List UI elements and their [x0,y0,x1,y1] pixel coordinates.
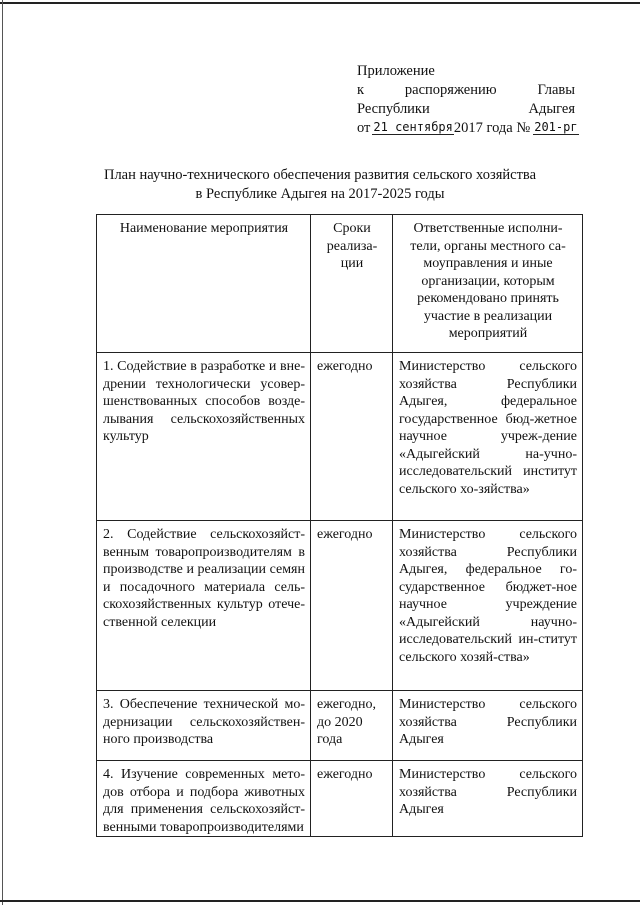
date-prefix: от [357,120,371,136]
decree-date-field: 21 сентября [373,120,453,134]
term-cell: ежегодно [311,761,393,837]
document-title [80,166,560,204]
table-row [97,353,583,521]
table-header-row [97,215,583,353]
appendix-word: Республики [357,101,430,117]
activity-cell: 1. Содействие в разработке и вне-дрении технологически усовер-шенствованных способов возде-лывания сельскохозяйственных культур [97,353,311,521]
title-line: в Республике Адыгея на 2017-2025 годы [195,186,445,202]
term-cell: ежегодно [311,521,393,691]
scan-bottom-edge [0,900,640,902]
scan-top-edge [0,2,640,4]
header-cell-responsible: Ответственные исполни-тели, органы местного са-моуправления и иные организации, которым рекомендовано принять участие в реализации мероприятий [393,215,583,353]
header-cell-term: Сроки реализа-ции [311,215,393,353]
decree-date-line [357,119,578,138]
responsible-cell: Министерство сельского хозяйства Республики Адыгея, федеральное го-сударственное бюджет-ное научное учреждение «Адыгейский научно-исследовательский ин-ститут сельского хозяй-ства» [393,521,583,691]
date-suffix: 2017 года № [453,120,531,136]
table-row [97,521,583,691]
responsible-cell: Министерство сельского хозяйства Республики Адыгея [393,691,583,761]
activity-cell: 3. Обеспечение технической мо-дернизации сельскохозяйствен-ного производства [97,691,311,761]
title-line: План научно-технического обеспечения развития сельского хозяйства [103,167,537,183]
activity-cell: 2. Содействие сельскохозяйст-венным товаропроизводителям в производстве и реализации семян и посадочного материала сель-скохозяйственных культур отече-ственной селекции [97,521,311,691]
term-cell: ежегодно, до 2020 года [311,691,393,761]
header-cell-activity: Наименование мероприятия [97,215,311,353]
decree-number-field: 201-рг [534,120,578,134]
activity-cell: 4. Изучение современных мето-дов отбора и подбора животных для применения сельскохозяйст-венными товаропроизводителями [97,761,311,837]
scan-left-edge [2,0,3,905]
table-row [97,761,583,837]
appendix-heading: Приложение [357,63,435,79]
table-row [97,691,583,761]
appendix-block [357,62,578,138]
responsible-cell: Министерство сельского хозяйства Республики Адыгея [393,761,583,837]
plan-table [96,214,583,837]
appendix-word: Адыгея [528,101,575,117]
term-cell: ежегодно [311,353,393,521]
appendix-word: Главы [537,82,575,98]
responsible-cell: Министерство сельского хозяйства Республики Адыгея, федеральное государственное бюд-жетное научное учреж-дение «Адыгейский на-учно-исследовательский институт сельского хо-зяйства» [393,353,583,521]
appendix-word: распоряжению [404,82,497,98]
appendix-word: к [357,82,365,98]
